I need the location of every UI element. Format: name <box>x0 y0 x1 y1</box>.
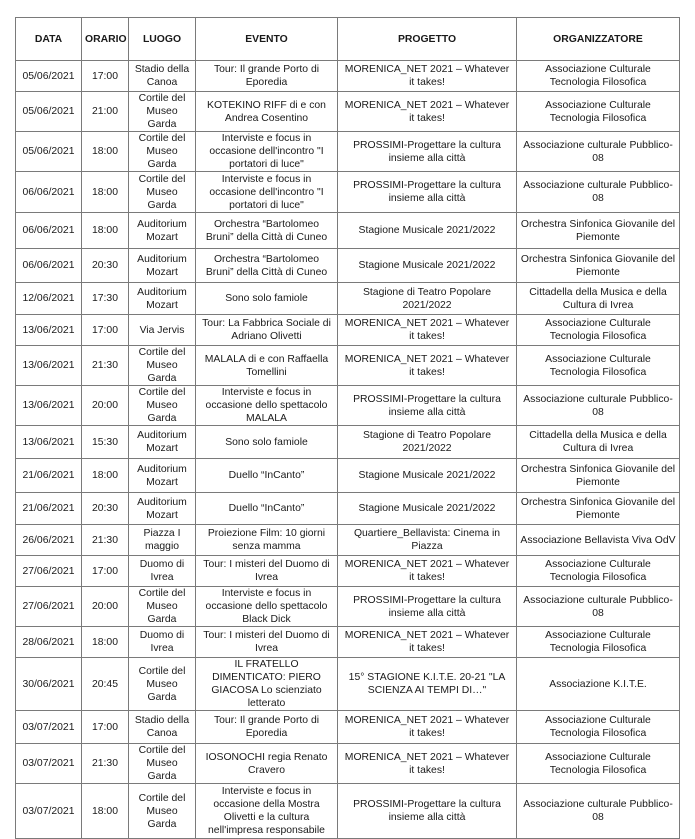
cell-data: 03/07/2021 <box>16 711 82 744</box>
table-body <box>16 61 680 839</box>
cell-orario: 21:30 <box>82 346 129 386</box>
cell-organizzatore: Associazione K.I.T.E. <box>517 658 680 711</box>
cell-evento: IL FRATELLO DIMENTICATO: PIERO GIACOSA Lo scienziato letterato <box>196 658 338 711</box>
cell-orario: 18:00 <box>82 627 129 658</box>
cell-evento: Tour: La Fabbrica Sociale di Adriano Olivetti <box>196 315 338 346</box>
cell-orario: 17:00 <box>82 315 129 346</box>
cell-evento: Interviste e focus in occasione dell'incontro "I portatori di luce" <box>196 172 338 213</box>
table-row <box>16 132 680 172</box>
cell-luogo: Auditorium Mozart <box>129 426 196 459</box>
table-row <box>16 213 680 249</box>
cell-organizzatore: Orchestra Sinfonica Giovanile del Piemonte <box>517 459 680 493</box>
cell-orario: 18:00 <box>82 213 129 249</box>
cell-data: 03/07/2021 <box>16 744 82 784</box>
cell-luogo: Cortile del Museo Garda <box>129 92 196 132</box>
cell-data: 03/07/2021 <box>16 784 82 839</box>
cell-orario: 15:30 <box>82 426 129 459</box>
cell-progetto: PROSSIMI-Progettare la cultura insieme alla città <box>338 386 517 426</box>
cell-luogo: Stadio della Canoa <box>129 61 196 92</box>
table-row <box>16 249 680 283</box>
cell-evento: MALALA di e con Raffaella Tomellini <box>196 346 338 386</box>
cell-luogo: Cortile del Museo Garda <box>129 386 196 426</box>
table-row <box>16 315 680 346</box>
cell-orario: 18:00 <box>82 784 129 839</box>
cell-progetto: 15° STAGIONE K.I.T.E. 20-21 "LA SCIENZA AI TEMPI DI…" <box>338 658 517 711</box>
cell-evento: Orchestra “Bartolomeo Bruni” della Città di Cuneo <box>196 249 338 283</box>
cell-orario: 17:30 <box>82 283 129 315</box>
cell-evento: Tour: Il grande Porto di Eporedia <box>196 61 338 92</box>
cell-orario: 21:30 <box>82 744 129 784</box>
cell-data: 05/06/2021 <box>16 92 82 132</box>
cell-progetto: PROSSIMI-Progettare la cultura insieme alla città <box>338 784 517 839</box>
cell-evento: Orchestra “Bartolomeo Bruni” della Città di Cuneo <box>196 213 338 249</box>
table-row <box>16 711 680 744</box>
cell-organizzatore: Associazione Culturale Tecnologia Filosofica <box>517 711 680 744</box>
cell-progetto: MORENICA_NET 2021 – Whatever it takes! <box>338 711 517 744</box>
cell-orario: 18:00 <box>82 459 129 493</box>
cell-progetto: Stagione Musicale 2021/2022 <box>338 459 517 493</box>
cell-orario: 17:00 <box>82 711 129 744</box>
cell-luogo: Auditorium Mozart <box>129 213 196 249</box>
cell-organizzatore: Associazione culturale Pubblico-08 <box>517 386 680 426</box>
cell-data: 21/06/2021 <box>16 493 82 525</box>
table-row <box>16 346 680 386</box>
cell-orario: 21:30 <box>82 525 129 556</box>
cell-luogo: Auditorium Mozart <box>129 249 196 283</box>
table-row <box>16 426 680 459</box>
cell-progetto: Stagione di Teatro Popolare 2021/2022 <box>338 283 517 315</box>
cell-data: 26/06/2021 <box>16 525 82 556</box>
cell-orario: 18:00 <box>82 172 129 213</box>
cell-orario: 21:00 <box>82 92 129 132</box>
cell-luogo: Cortile del Museo Garda <box>129 744 196 784</box>
table-row <box>16 459 680 493</box>
cell-organizzatore: Associazione Bellavista Viva OdV <box>517 525 680 556</box>
cell-luogo: Duomo di Ivrea <box>129 627 196 658</box>
cell-luogo: Cortile del Museo Garda <box>129 587 196 627</box>
cell-progetto: Stagione Musicale 2021/2022 <box>338 493 517 525</box>
header-luogo: LUOGO <box>129 18 196 61</box>
cell-data: 13/06/2021 <box>16 386 82 426</box>
cell-organizzatore: Cittadella della Musica e della Cultura di Ivrea <box>517 426 680 459</box>
cell-data: 13/06/2021 <box>16 315 82 346</box>
cell-data: 28/06/2021 <box>16 627 82 658</box>
cell-luogo: Stadio della Canoa <box>129 711 196 744</box>
cell-orario: 17:00 <box>82 61 129 92</box>
table-row <box>16 627 680 658</box>
table-row <box>16 784 680 839</box>
cell-orario: 17:00 <box>82 556 129 587</box>
cell-luogo: Via Jervis <box>129 315 196 346</box>
cell-progetto: MORENICA_NET 2021 – Whatever it takes! <box>338 61 517 92</box>
cell-luogo: Auditorium Mozart <box>129 493 196 525</box>
header-evento: EVENTO <box>196 18 338 61</box>
header-orario: ORARIO <box>82 18 129 61</box>
header-row <box>16 18 680 61</box>
cell-progetto: MORENICA_NET 2021 – Whatever it takes! <box>338 744 517 784</box>
cell-progetto: MORENICA_NET 2021 – Whatever it takes! <box>338 315 517 346</box>
cell-evento: Duello “InCanto” <box>196 493 338 525</box>
cell-data: 05/06/2021 <box>16 61 82 92</box>
cell-organizzatore: Associazione Culturale Tecnologia Filosofica <box>517 744 680 784</box>
table-row <box>16 493 680 525</box>
header-data: DATA <box>16 18 82 61</box>
cell-progetto: Stagione Musicale 2021/2022 <box>338 249 517 283</box>
header-progetto: PROGETTO <box>338 18 517 61</box>
cell-data: 06/06/2021 <box>16 172 82 213</box>
cell-evento: Sono solo famiole <box>196 426 338 459</box>
cell-organizzatore: Associazione Culturale Tecnologia Filosofica <box>517 61 680 92</box>
cell-organizzatore: Orchestra Sinfonica Giovanile del Piemonte <box>517 213 680 249</box>
cell-luogo: Auditorium Mozart <box>129 283 196 315</box>
table-row <box>16 386 680 426</box>
cell-luogo: Cortile del Museo Garda <box>129 784 196 839</box>
cell-organizzatore: Associazione culturale Pubblico-08 <box>517 172 680 213</box>
cell-organizzatore: Associazione culturale Pubblico-08 <box>517 587 680 627</box>
cell-organizzatore: Associazione culturale Pubblico-08 <box>517 132 680 172</box>
cell-orario: 20:00 <box>82 386 129 426</box>
cell-organizzatore: Associazione Culturale Tecnologia Filosofica <box>517 627 680 658</box>
cell-data: 06/06/2021 <box>16 213 82 249</box>
cell-luogo: Cortile del Museo Garda <box>129 658 196 711</box>
cell-data: 06/06/2021 <box>16 249 82 283</box>
table-row <box>16 172 680 213</box>
cell-data: 27/06/2021 <box>16 556 82 587</box>
cell-organizzatore: Associazione Culturale Tecnologia Filosofica <box>517 556 680 587</box>
cell-data: 21/06/2021 <box>16 459 82 493</box>
cell-progetto: MORENICA_NET 2021 – Whatever it takes! <box>338 346 517 386</box>
cell-evento: IOSONOCHI regia Renato Cravero <box>196 744 338 784</box>
table-row <box>16 744 680 784</box>
cell-organizzatore: Associazione culturale Pubblico-08 <box>517 784 680 839</box>
table-row <box>16 92 680 132</box>
cell-evento: Interviste e focus in occasione della Mostra Olivetti e la cultura nell'impresa responsabile <box>196 784 338 839</box>
cell-organizzatore: Associazione Culturale Tecnologia Filosofica <box>517 92 680 132</box>
cell-luogo: Cortile del Museo Garda <box>129 132 196 172</box>
cell-data: 13/06/2021 <box>16 346 82 386</box>
cell-orario: 20:00 <box>82 587 129 627</box>
cell-evento: Interviste e focus in occasione dello spettacolo Black Dick <box>196 587 338 627</box>
cell-progetto: MORENICA_NET 2021 – Whatever it takes! <box>338 92 517 132</box>
cell-progetto: PROSSIMI-Progettare la cultura insieme alla città <box>338 132 517 172</box>
cell-progetto: Quartiere_Bellavista: Cinema in Piazza <box>338 525 517 556</box>
table-row <box>16 658 680 711</box>
table-row <box>16 587 680 627</box>
cell-progetto: PROSSIMI-Progettare la cultura insieme alla città <box>338 587 517 627</box>
table-row <box>16 283 680 315</box>
cell-evento: Interviste e focus in occasione dell'incontro "I portatori di luce" <box>196 132 338 172</box>
table-row <box>16 61 680 92</box>
cell-organizzatore: Cittadella della Musica e della Cultura di Ivrea <box>517 283 680 315</box>
cell-evento: Sono solo famiole <box>196 283 338 315</box>
cell-data: 13/06/2021 <box>16 426 82 459</box>
cell-luogo: Auditorium Mozart <box>129 459 196 493</box>
cell-progetto: MORENICA_NET 2021 – Whatever it takes! <box>338 556 517 587</box>
cell-evento: Tour: Il grande Porto di Eporedia <box>196 711 338 744</box>
cell-luogo: Piazza I maggio <box>129 525 196 556</box>
cell-luogo: Duomo di Ivrea <box>129 556 196 587</box>
cell-orario: 20:30 <box>82 249 129 283</box>
cell-evento: Duello “InCanto” <box>196 459 338 493</box>
cell-data: 27/06/2021 <box>16 587 82 627</box>
events-table <box>15 17 680 839</box>
header-organizzatore: ORGANIZZATORE <box>517 18 680 61</box>
table-row <box>16 525 680 556</box>
cell-data: 30/06/2021 <box>16 658 82 711</box>
cell-orario: 20:45 <box>82 658 129 711</box>
cell-evento: Proiezione Film: 10 giorni senza mamma <box>196 525 338 556</box>
cell-orario: 20:30 <box>82 493 129 525</box>
table-row <box>16 556 680 587</box>
cell-organizzatore: Associazione Culturale Tecnologia Filosofica <box>517 315 680 346</box>
cell-evento: Tour: I misteri del Duomo di Ivrea <box>196 627 338 658</box>
cell-evento: Tour: I misteri del Duomo di Ivrea <box>196 556 338 587</box>
cell-organizzatore: Associazione Culturale Tecnologia Filosofica <box>517 346 680 386</box>
cell-organizzatore: Orchestra Sinfonica Giovanile del Piemonte <box>517 249 680 283</box>
cell-progetto: Stagione Musicale 2021/2022 <box>338 213 517 249</box>
cell-progetto: Stagione di Teatro Popolare 2021/2022 <box>338 426 517 459</box>
cell-evento: KOTEKINO RIFF di e con Andrea Cosentino <box>196 92 338 132</box>
cell-luogo: Cortile del Museo Garda <box>129 172 196 213</box>
cell-data: 05/06/2021 <box>16 132 82 172</box>
cell-data: 12/06/2021 <box>16 283 82 315</box>
cell-evento: Interviste e focus in occasione dello spettacolo MALALA <box>196 386 338 426</box>
cell-progetto: PROSSIMI-Progettare la cultura insieme alla città <box>338 172 517 213</box>
cell-luogo: Cortile del Museo Garda <box>129 346 196 386</box>
cell-organizzatore: Orchestra Sinfonica Giovanile del Piemonte <box>517 493 680 525</box>
cell-progetto: MORENICA_NET 2021 – Whatever it takes! <box>338 627 517 658</box>
cell-orario: 18:00 <box>82 132 129 172</box>
